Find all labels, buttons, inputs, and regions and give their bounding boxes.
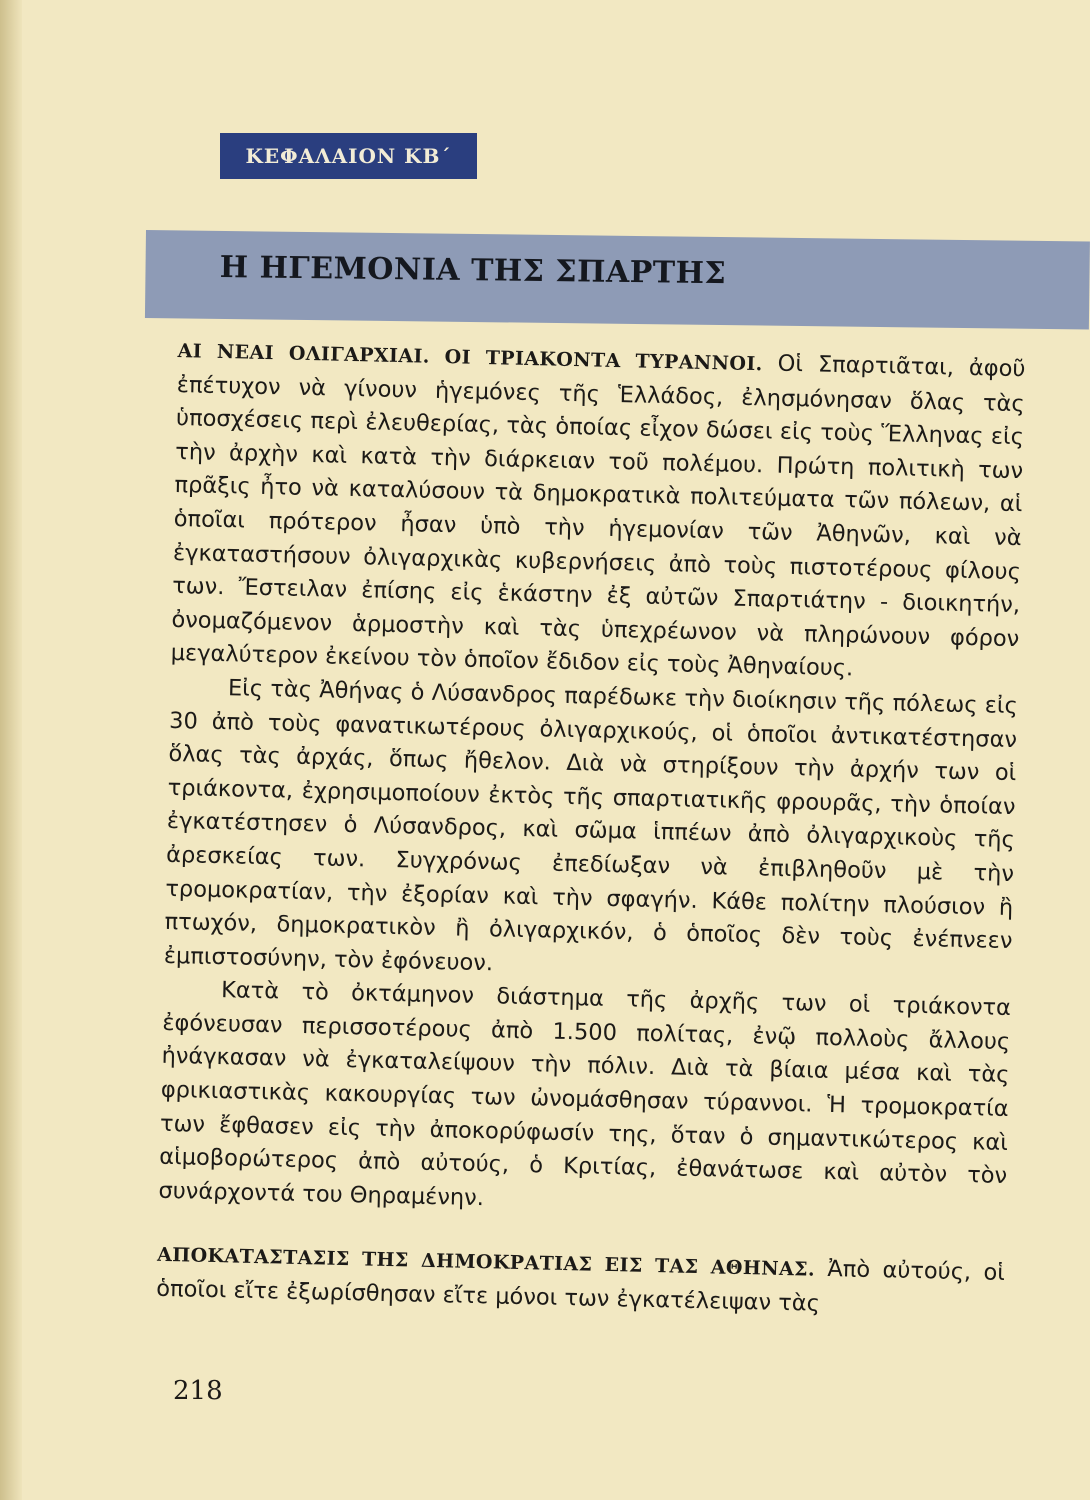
- section-1-opening-paragraph: [170, 334, 1025, 690]
- chapter-title: Η ΗΓΕΜΟΝΙΑ ΤΗΣ ΣΠΑΡΤΗΣ: [219, 250, 727, 292]
- section-heading: ΑΙ ΝΕΑΙ ΟΛΙΓΑΡΧΙΑΙ. ΟΙ ΤΡΙΑΚΟΝΤΑ ΤΥΡΑΝΝΟΙ.: [177, 339, 763, 376]
- body-paragraph: Εἰς τὰς Ἀθήνας ὁ Λύσανδρος παρέδωκε τὴν διοίκησιν τῆς πόλεως εἰς 30 ἀπὸ τοὺς φανατικωτέρους ὀλιγαρχικούς, οἱ ὁποῖοι ἀντικατέστησαν ὅλας τὰς ἀρχάς, ὅπως ἤθελον. Διὰ νὰ στηρίξουν τὴν ἀρχήν των οἱ τριάκοντα, ἐχρησιμοποίουν ἐκτὸς τῆς σπαρτιατικῆς φρουρᾶς, τὴν ὁποίαν ἐγκατέστησεν ὁ Λύσανδρος, καὶ σῶμα ἱππέων ἀπὸ ὀλιγαρχικοὺς τῆς ἀρεσκείας των. Συγχρόνως ἐπεδίωξαν νὰ ἐπιβληθοῦν μὲ τὴν τρομοκρατίαν, τὴν ἐξορίαν καὶ τὴν σφαγήν. Κάθε πολίτην πλούσιον ἢ πτωχόν, δημοκρατικὸν ἢ ὀλιγαρχικόν, ὁ ὁποῖος δὲν τοὺς ἐνέπνεεν ἐμπιστοσύνην, τὸν ἐφόνευον.: [163, 675, 1019, 976]
- section-intro: Οἱ Σπαρτιᾶται, ἀφοῦ ἐπέτυχον νὰ γίνουν ἡγεμόνες τῆς Ἑλλάδος, ἐλησμόνησαν ὅλας τὰς ὑποσχέσεις περὶ ἐλευθερίας, τὰς ὁποίας εἶχον δώσει εἰς τοὺς Ἕλληνας εἰς τὴν ἀρχὴν καὶ κατὰ τὴν διάρκειαν τοῦ πολέμου. Πρώτη πολιτικὴ των πρᾶξις ἦτο νὰ καταλύσουν τὰ δημοκρατικὰ πολιτεύματα τῶν πόλεων, αἱ ὁποῖαι πρότερον ἦσαν ὑπὸ τὴν ἡγεμονίαν τῶν Ἀθηνῶν, καὶ νὰ ἐγκαταστήσουν ὀλιγαρχικὰς κυβερνήσεις ἀπὸ τοὺς πιστοτέρους φίλους των. Ἔστειλαν ἐπίσης εἰς ἑκάστην ἐξ αὐτῶν Σπαρτιάτην - διοικητήν, ὀνομαζόμενον ἁρμοστὴν καὶ τὰς ὑπεχρέωνον νὰ πληρώνουν φόρον μεγαλύτερον ἐκείνου τὸν ὁποῖον ἔδιδον εἰς τοὺς Ἀθηναίους.: [170, 350, 1026, 682]
- body-text: [156, 334, 1026, 1326]
- chapter-label: [220, 133, 477, 179]
- section-intro: Ἀπὸ αὐτούς, οἱ ὁποῖοι εἴτε ἐξωρίσθησαν εἴτε μόνοι των ἐγκατέλειψαν τὰς: [156, 1256, 1006, 1317]
- page-number: 218: [173, 1376, 223, 1406]
- body-paragraph: Κατὰ τὸ ὀκτάμηνον διάστημα τῆς ἀρχῆς των οἱ τριάκοντα ἐφόνευσαν περισσοτέρους ἀπὸ 1.500 πολίτας, ἐνῷ πολλοὺς ἄλλους ἠνάγκασαν νὰ ἐγκαταλείψουν τὴν πόλιν. Διὰ τὰ βίαια μέσα καὶ τὰς φρικιαστικὰς κακουργίας των ὠνομάσθησαν τύραννοι. Ἡ τρομοκρατία των ἔφθασεν εἰς τὴν ἀποκορύφωσίν της, ὅταν ὁ σημαντικώτερος καὶ αἱμοβορώτερος ἀπὸ αὐτούς, ὁ Κριτίας, ἐθανάτωσε καὶ αὐτὸν τὸν συνάρχοντά του Θηραμένην.: [158, 977, 1012, 1212]
- page-binding-edge: [0, 0, 22, 1500]
- section-2-opening-paragraph: [156, 1238, 1005, 1325]
- section-heading: ΑΠΟΚΑΤΑΣΤΑΣΙΣ ΤΗΣ ΔΗΜΟΚΡΑΤΙΑΣ ΕΙΣ ΤΑΣ ΑΘΗΝΑΣ.: [156, 1244, 816, 1282]
- chapter-label-text: ΚΕΦΑΛΑΙΟΝ ΚΒ΄: [245, 144, 452, 168]
